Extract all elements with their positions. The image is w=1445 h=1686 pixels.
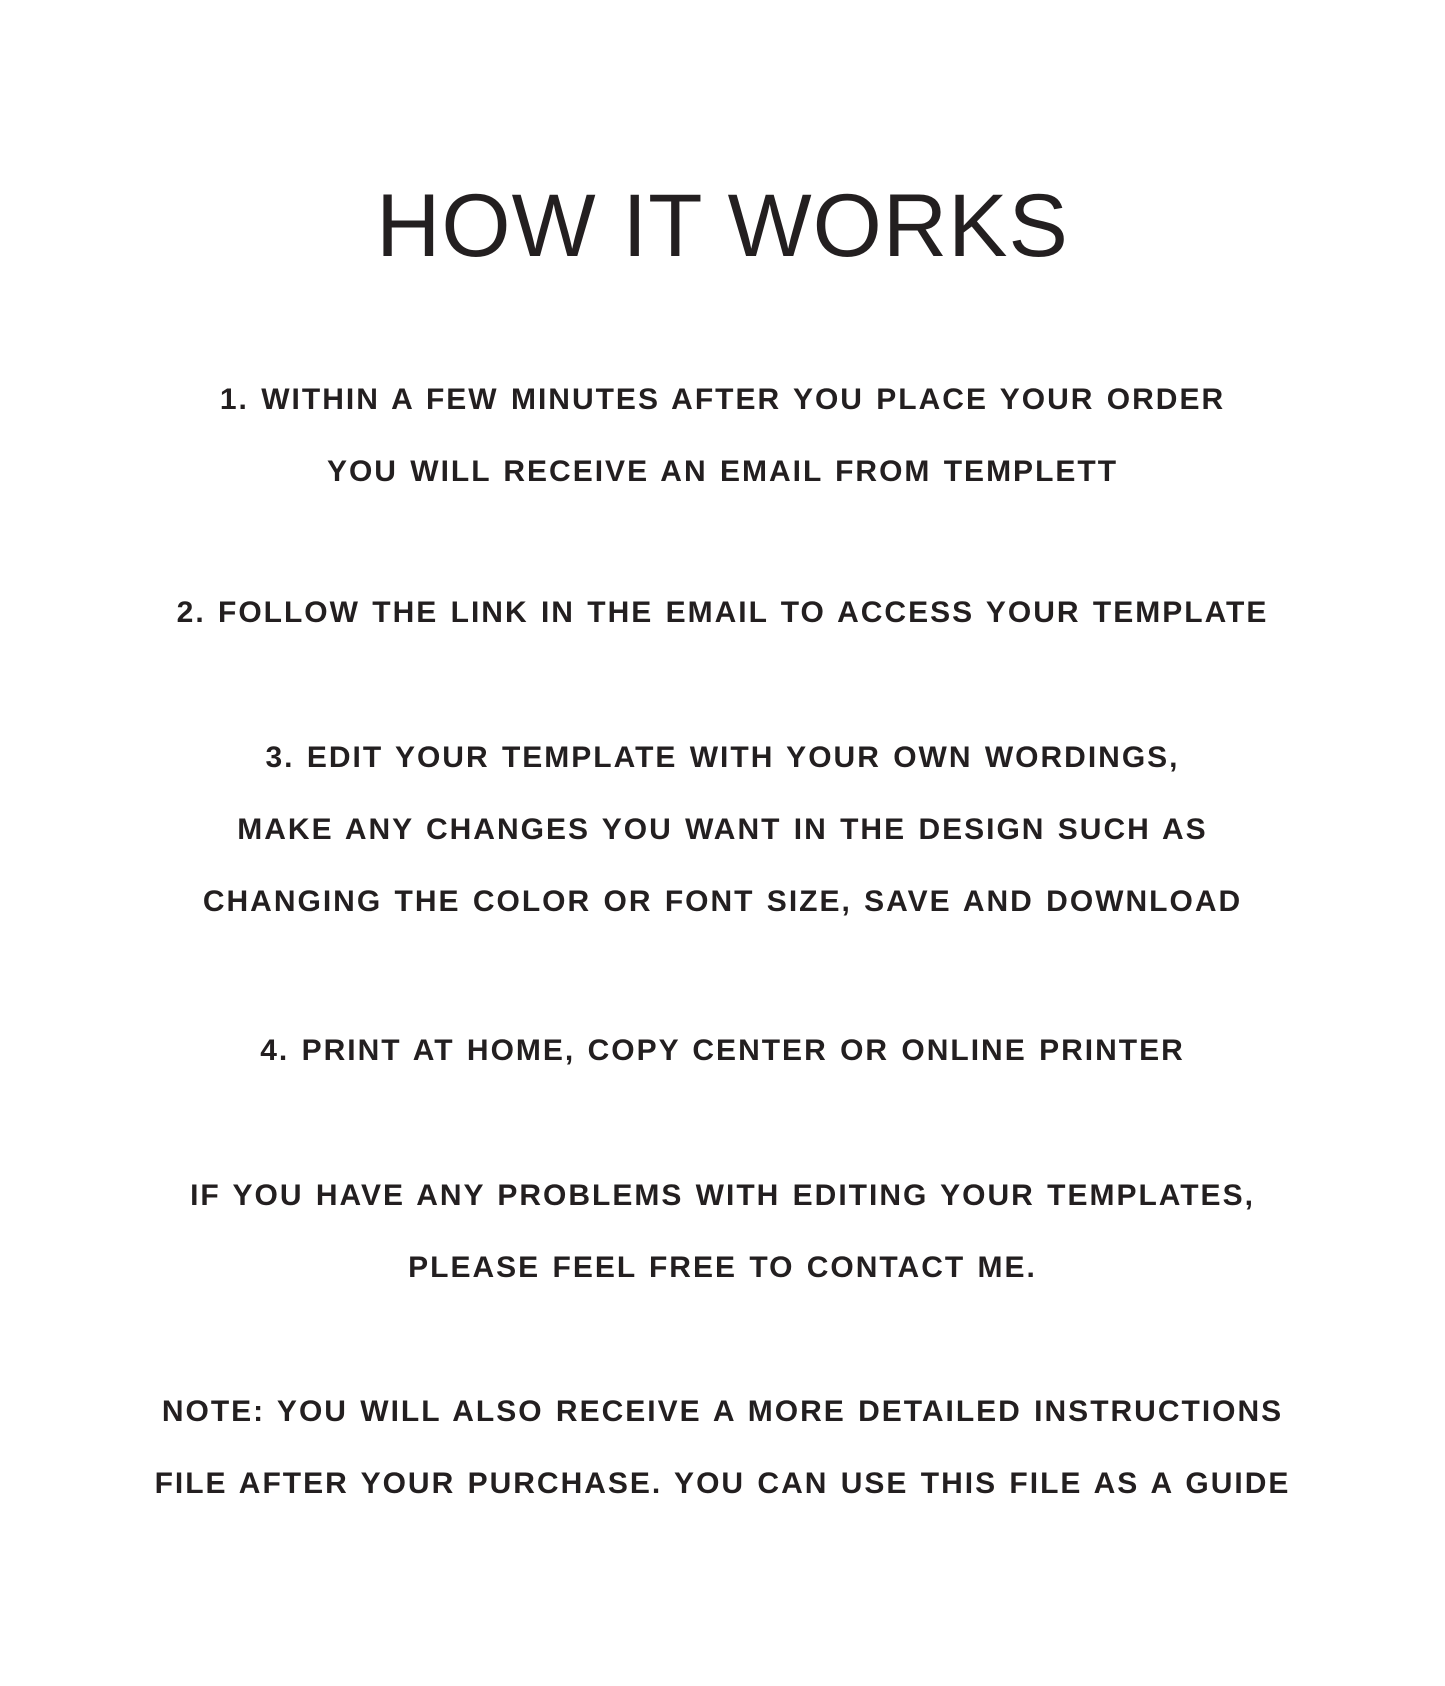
step-3-line-1: 3. EDIT YOUR TEMPLATE WITH YOUR OWN WORDINGS, [265,741,1180,774]
step-1-line-2: YOU WILL RECEIVE AN EMAIL FROM TEMPLETT [326,455,1119,488]
step-3 [0,722,1445,938]
support-line-2: PLEASE FEEL FREE TO CONTACT ME. [408,1251,1037,1284]
note-text [0,1376,1445,1520]
step-3-line-3: CHANGING THE COLOR OR FONT SIZE, SAVE AND DOWNLOAD [202,885,1243,918]
step-2-line-1: 2. FOLLOW THE LINK IN THE EMAIL TO ACCESS YOUR TEMPLATE [176,596,1269,629]
note-line-2: FILE AFTER YOUR PURCHASE. YOU CAN USE THIS FILE AS A GUIDE [154,1467,1291,1500]
step-4-line-1: 4. PRINT AT HOME, COPY CENTER OR ONLINE PRINTER [260,1034,1185,1067]
step-2 [0,577,1445,649]
note-line-1: NOTE: YOU WILL ALSO RECEIVE A MORE DETAILED INSTRUCTIONS [161,1395,1284,1428]
step-3-line-2: MAKE ANY CHANGES YOU WANT IN THE DESIGN SUCH AS [237,813,1208,846]
support-line-1: IF YOU HAVE ANY PROBLEMS WITH EDITING YOUR TEMPLATES, [190,1179,1255,1212]
step-1 [0,364,1445,508]
step-1-line-1: 1. WITHIN A FEW MINUTES AFTER YOU PLACE YOUR ORDER [219,383,1226,416]
support-text [0,1160,1445,1304]
step-4 [0,1015,1445,1087]
page-title: HOW IT WORKS [376,175,1069,275]
